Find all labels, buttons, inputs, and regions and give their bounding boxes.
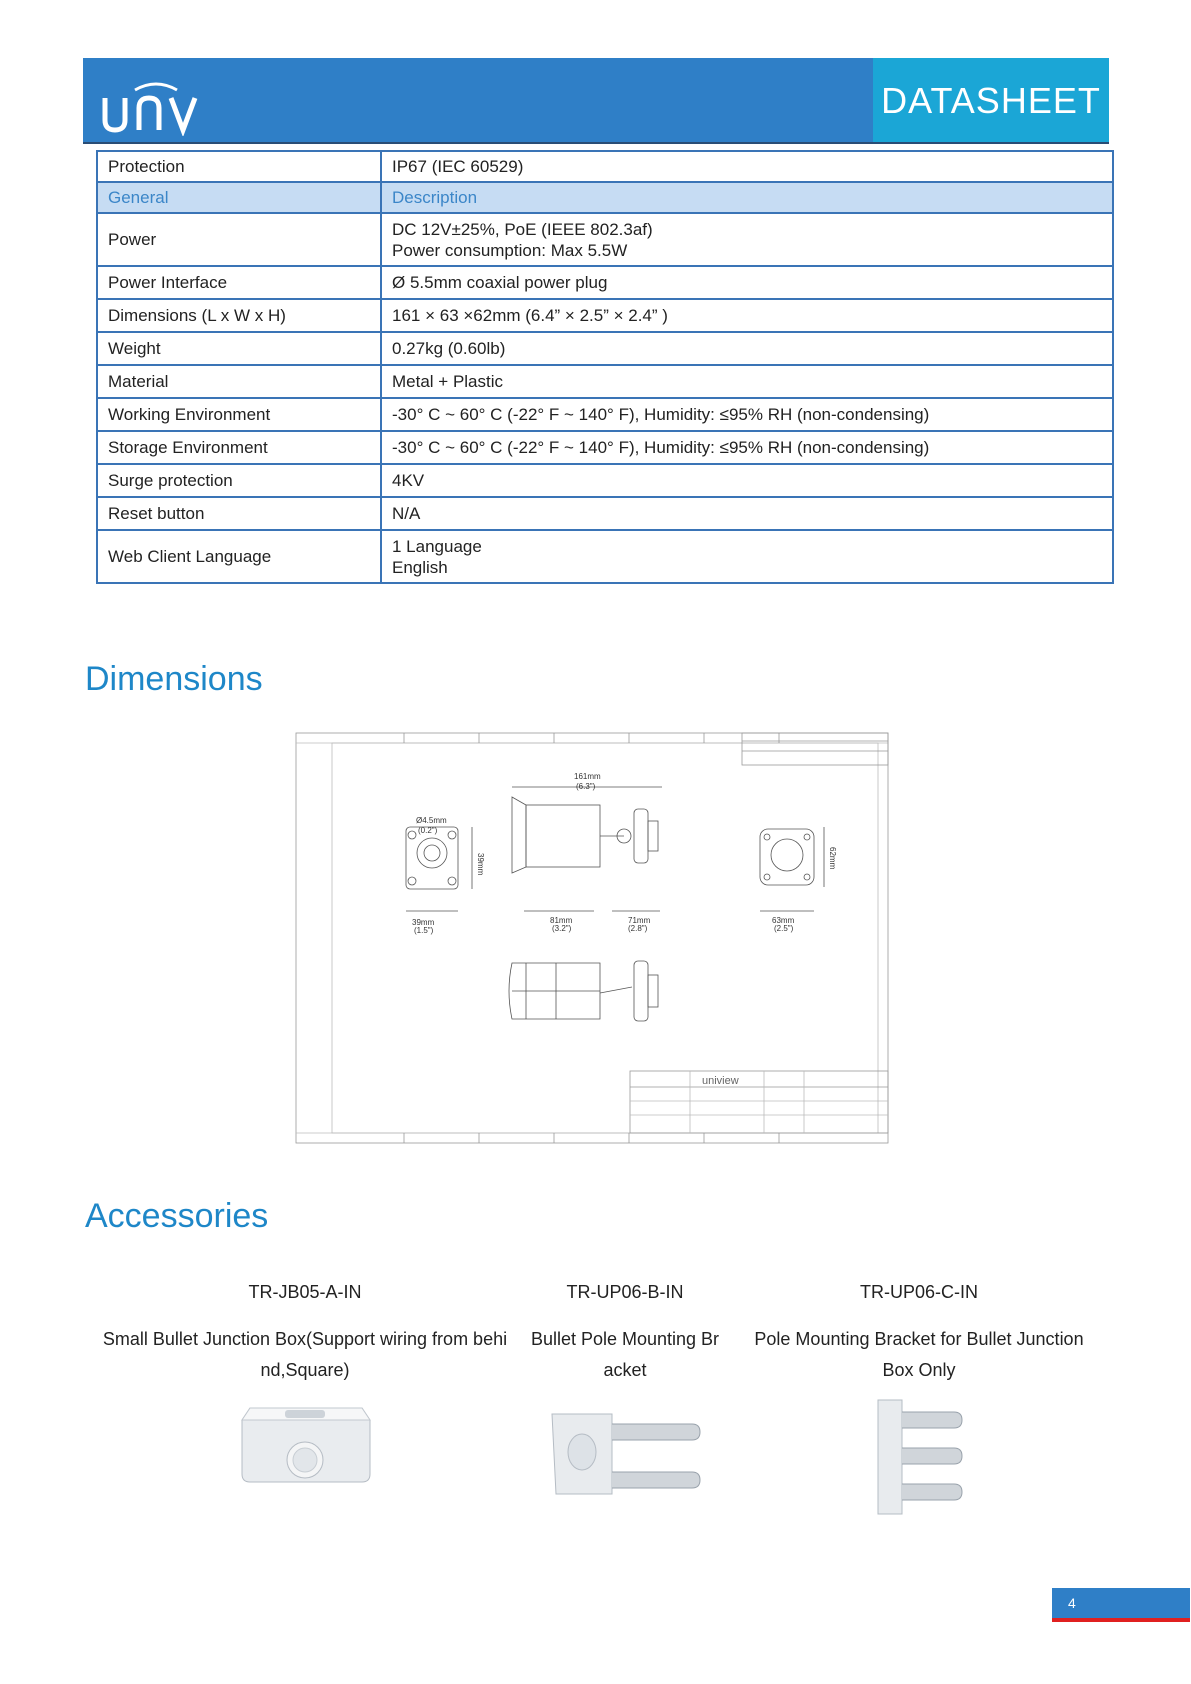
spec-row xyxy=(97,497,1113,530)
spec-row xyxy=(97,213,1113,266)
spec-key: Reset button xyxy=(97,497,381,530)
spec-row xyxy=(97,431,1113,464)
accessory-card xyxy=(100,1282,510,1386)
spec-key: Surge protection xyxy=(97,464,381,497)
spec-value: Description xyxy=(381,182,1113,213)
label-l81: 81mm xyxy=(550,916,573,925)
spec-key: Weight xyxy=(97,332,381,365)
label-length-in: (6.3") xyxy=(576,782,596,791)
spec-value: 1 Language English xyxy=(381,530,1113,583)
pole-bracket-c-image xyxy=(744,1390,1094,1520)
accessory-code: TR-UP06-B-IN xyxy=(566,1282,684,1302)
spec-value: DC 12V±25%, PoE (IEEE 802.3af) Power consumption: Max 5.5W xyxy=(381,213,1113,266)
dimensions-heading: Dimensions xyxy=(85,660,263,698)
label-hole: Ø4.5mm xyxy=(416,816,447,825)
label-w63: 63mm xyxy=(772,916,795,925)
spec-key: Storage Environment xyxy=(97,431,381,464)
spec-key: Protection xyxy=(97,151,381,182)
spec-key: General xyxy=(97,182,381,213)
accessory-card xyxy=(522,1282,728,1386)
label-l81-in: (3.2") xyxy=(552,924,572,933)
spec-key: Material xyxy=(97,365,381,398)
spec-row xyxy=(97,266,1113,299)
page-number: 4 xyxy=(1052,1588,1190,1618)
accessory-desc: Small Bullet Junction Box(Support wiring from behi nd,Square) xyxy=(102,1329,508,1380)
accessory-code: TR-UP06-C-IN xyxy=(859,1282,978,1302)
spec-row xyxy=(97,365,1113,398)
junction-box-image xyxy=(100,1390,510,1500)
spec-value: -30° C ~ 60° C (-22° F ~ 140° F), Humidity: ≤95% RH (non-condensing) xyxy=(381,431,1113,464)
spec-row xyxy=(97,464,1113,497)
accessory-card xyxy=(744,1282,1094,1386)
accessory-desc: Pole Mounting Bracket for Bullet Junction Box Only xyxy=(754,1329,1084,1380)
label-l71: 71mm xyxy=(628,916,651,925)
spec-key: Working Environment xyxy=(97,398,381,431)
label-w63-in: (2.5") xyxy=(774,924,794,933)
spec-row xyxy=(97,151,1113,182)
label-l71-in: (2.8") xyxy=(628,924,648,933)
label-length: 161mm xyxy=(574,772,601,781)
spec-row xyxy=(97,332,1113,365)
label-w39: 39mm xyxy=(412,918,435,927)
label-hole-in: (0.2") xyxy=(418,826,438,835)
accessory-code: TR-JB05-A-IN xyxy=(248,1282,362,1302)
spec-row xyxy=(97,530,1113,583)
spec-value: 4KV xyxy=(381,464,1113,497)
spec-value: 161 × 63 ×62mm (6.4” × 2.5” × 2.4” ) xyxy=(381,299,1113,332)
spec-key: Power xyxy=(97,213,381,266)
label-h39: 39mm xyxy=(476,853,485,876)
spec-table xyxy=(96,150,1114,584)
spec-key: Dimensions (L x W x H) xyxy=(97,299,381,332)
spec-value: N/A xyxy=(381,497,1113,530)
spec-row xyxy=(97,398,1113,431)
footer-accent xyxy=(1052,1618,1190,1622)
pole-bracket-b-image xyxy=(522,1390,728,1500)
label-h62: 62mm xyxy=(828,847,837,870)
spec-value: 0.27kg (0.60lb) xyxy=(381,332,1113,365)
dimension-drawing xyxy=(294,731,890,1145)
datasheet-title: DATASHEET xyxy=(881,80,1101,121)
drawing-brand: uniview xyxy=(702,1075,739,1087)
page-header xyxy=(83,58,1109,144)
spec-key: Web Client Language xyxy=(97,530,381,583)
spec-header-row xyxy=(97,182,1113,213)
spec-value: -30° C ~ 60° C (-22° F ~ 140° F), Humidity: ≤95% RH (non-condensing) xyxy=(381,398,1113,431)
label-w39-in: (1.5") xyxy=(414,926,434,935)
unv-logo xyxy=(101,76,211,136)
spec-row xyxy=(97,299,1113,332)
spec-value: Ø 5.5mm coaxial power plug xyxy=(381,266,1113,299)
spec-key: Power Interface xyxy=(97,266,381,299)
spec-value: Metal + Plastic xyxy=(381,365,1113,398)
accessory-desc: Bullet Pole Mounting Br acket xyxy=(530,1329,720,1380)
accessories-heading: Accessories xyxy=(85,1197,269,1235)
spec-value: IP67 (IEC 60529) xyxy=(381,151,1113,182)
